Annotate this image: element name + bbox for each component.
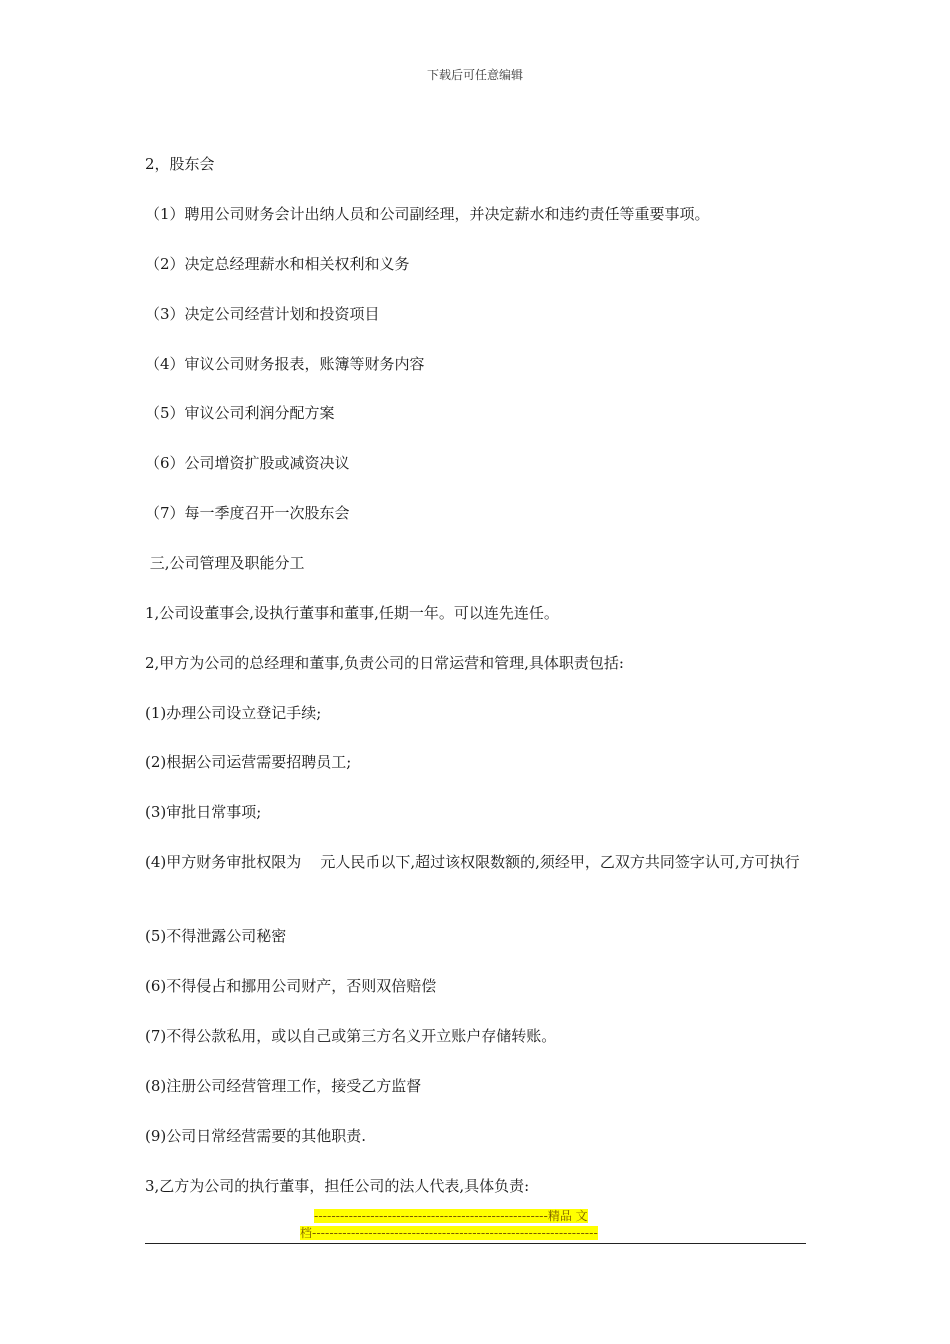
list-item: (3)审批日常事项; [145,803,262,821]
list-item: （1）聘用公司财务会计出纳人员和公司副经理，并决定薪水和违约责任等重要事项。 [145,205,710,223]
list-item: （6）公司增资扩股或减资决议 [145,454,350,472]
section-heading-management: 三,公司管理及职能分工 [145,554,305,572]
list-item: (6)不得侵占和挪用公司财产，否则双倍赔偿 [145,977,437,995]
list-item: (8)注册公司经营管理工作，接受乙方监督 [145,1077,422,1095]
list-item: (1)办理公司设立登记手续; [145,704,322,722]
page-header: 下载后可任意编辑 [426,68,523,82]
list-item: （4）审议公司财务报表，账簿等财务内容 [145,355,425,373]
paragraph: 2,甲方为公司的总经理和董事,负责公司的日常运营和管理,具体职责包括: [145,654,624,672]
list-item: （2）决定总经理薪水和相关权利和义务 [145,255,410,273]
list-item: （3）决定公司经营计划和投资项目 [145,305,380,323]
list-item: (9)公司日常经营需要的其他职责. [145,1127,367,1145]
section-heading-shareholders: 2，股东会 [145,155,215,173]
list-item: (4)甲方财务审批权限为 元人民币以下,超过该权限数额的,须经甲，乙双方共同签字认可,方可执行 [145,853,800,871]
footer-divider [145,1243,806,1244]
watermark-row-1: ------------------------------------------------------精品 文 [314,1209,588,1223]
paragraph: 1,公司设董事会,设执行董事和董事,任期一年。可以连先连任。 [145,604,559,622]
watermark-row-2: 档------------------------------------------------------------------ [300,1226,598,1240]
list-item: （5）审议公司利润分配方案 [145,404,335,422]
list-item: (2)根据公司运营需要招聘员工; [145,753,352,771]
list-item: （7）每一季度召开一次股东会 [145,504,350,522]
paragraph: 3,乙方为公司的执行董事，担任公司的法人代表,具体负责: [145,1177,530,1195]
watermark-footer [300,1208,650,1242]
list-item: (7)不得公款私用，或以自己或第三方名义开立账户存储转账。 [145,1027,557,1045]
list-item: (5)不得泄露公司秘密 [145,927,287,945]
